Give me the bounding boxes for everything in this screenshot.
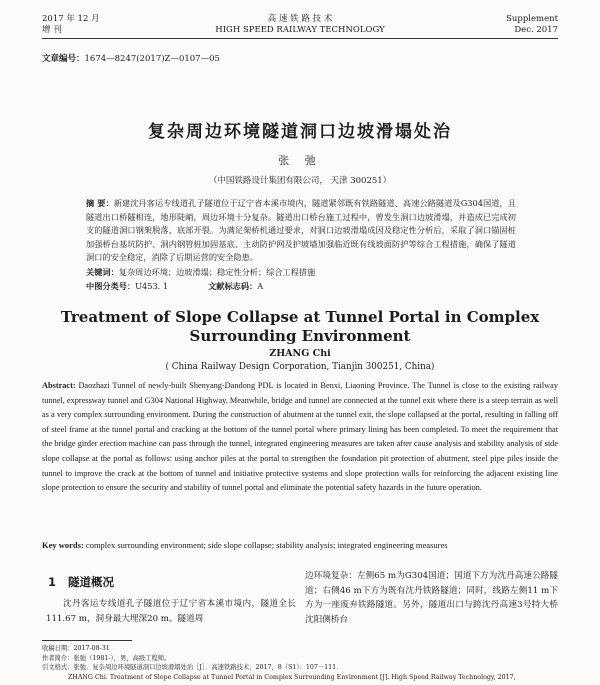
keywords-zh (86, 267, 516, 278)
keywords-en-label: Key words: (42, 540, 84, 550)
keywords-en-text: complex surrounding environment; side slope collapse; stability analysis; integrated engineering measures (83, 540, 448, 550)
footnote-divider (42, 640, 132, 641)
abstract-en (42, 379, 558, 496)
body-text-left-column: 沈丹客运专线道孔子隧道位于辽宁省本溪市境内，隧道全长111.67 m，洞身最大埋深20 m。隧道周 (46, 599, 296, 624)
author-en: ZHANG Chi (269, 348, 331, 359)
keywords-zh-label: 关键词： (86, 267, 119, 277)
abstract-en-text: Daozhazi Tunnel of newly-built Shenyang-Dandong PDL is located in Benxi, Liaoning Province. The Tunnel is close to the existing railway tunnel, expressway tunnel and G304 National Highway. Meanwhile, bridge and tunnel are connected at the tunnel exit where there is a steep terrain as well as a very complex surrounding environment. During the construction of abutment at the tunnel exit, the slope collapsed at the portal, resulting in falling off of steel frame at the tunnel portal and cracking at the bottom of the tunnel portal where primary lining has been completed. To meet the requirement that the bridge girder erection machine can pass through the tunnel, integrated engineering measures are taken after cause analysis and stability analysis of side slope collapse at the portal as follows: using anchor piles at the portal to strengthen the foundation pit protection of abutment, steel pipe piles inside the tunnel to improve the crack at the bottom of tunnel and initiative protective systems and slope protection walls for reinforcing the adjacent existing line slope protection to ensure the security and stability of tunnel portal and eliminate the potential safety hazards in the future operation. (42, 381, 558, 493)
keywords-en (42, 540, 558, 550)
abstract-zh (86, 197, 516, 265)
clc-value: U453. 1 (135, 281, 169, 291)
affiliation-zh: （中国铁路设计集团有限公司， 天津 300251） (208, 176, 392, 186)
clc-label: 中图分类号： (86, 281, 136, 291)
classification-row (86, 281, 516, 292)
title-zh: 复杂周边环境隧道洞口边坡滑塌处治 (148, 122, 452, 142)
article-number (42, 52, 220, 64)
header-divider (42, 38, 558, 39)
affiliation-en: ( China Railway Design Corporation, Tianjin 300251, China) (165, 362, 435, 372)
abstract-zh-text: 新建沈丹客运专线道孔子隧道位于辽宁省本溪市境内，隧道紧邻既有铁路隧道、高速公路隧道及G304国道，且隧道出口桥隧相连，地形陡峭，周边环境十分复杂。隧道出口桥台施工过程中，曾发生洞口边坡滑塌，并造成已完成初支的隧道洞口钢架脱落，底部开裂。为满足架桥机通过要求，对洞口边坡滑塌成因及稳定性分析后，采取了洞口锚固桩加强桥台基坑防护、洞内钢管桩加固基底、主动防护网及护坡墙加强临近既有线坡面防护等综合工程措施，确保了隧道洞口的安全稳定，消除了后期运营的安全隐患。 (86, 198, 516, 262)
section-heading (48, 574, 114, 590)
title-en-line1: Treatment of Slope Collapse at Tunnel Portal in Complex (60, 308, 540, 326)
running-header-center (180, 14, 420, 36)
body-text-right-column: 边环境复杂：左侧65 m为G304国道；国道下方为沈丹高速公路隧道；右侧46 m下方为既有沈丹铁路隧道；同时，线路左侧11 m下方为一座废弃铁路隧道。另外，隧道出口与跨沈丹高速3号特大桥沈阳侧桥台 (305, 571, 558, 625)
footnote-author: 作者简介：张弛（1981-），男，高级工程师。 (42, 654, 171, 662)
footnote-received: 收稿日期：2017-08-31 (42, 645, 110, 652)
journal-name-zh: 高 速 铁 路 技 术 (267, 14, 333, 24)
issue-date: 2017 年 12 月 (42, 14, 100, 24)
author-zh: 张 弛 (278, 154, 322, 167)
doc-code-label: 文献标志码： (208, 281, 258, 291)
section-title: 隧道概况 (68, 575, 114, 589)
running-header-left (42, 14, 100, 36)
keywords-zh-text: 复杂周边环境；边坡滑塌；稳定性分析；综合工程措施 (118, 267, 316, 277)
footnote-cite-en: ZHANG Chi. Treatment of Slope Collapse at Tunnel Portal in Complex Surrounding Environment [J]. High Speed Railway Technology, 2017, (68, 674, 516, 682)
supplement-label: Supplement (506, 14, 558, 24)
abstract-zh-label: 摘 要： (86, 198, 114, 208)
abstract-en-label: Abstract: (42, 381, 76, 390)
title-en (0, 308, 600, 346)
journal-name-en: HIGH SPEED RAILWAY TECHNOLOGY (215, 25, 385, 35)
running-header-right (506, 14, 558, 36)
doc-code-value: A (257, 281, 264, 291)
title-en-line2: Surrounding Environment (189, 327, 411, 345)
article-number-value: 1674—8247(2017)Z—0107—05 (84, 54, 220, 64)
footnote-cite-zh: 引文格式：张弛．复杂周边环境隧道洞口边坡滑塌处治［J］．高速铁路技术，2017，8（S1）：107－111． (42, 664, 343, 672)
issue-date-en: Dec. 2017 (514, 25, 558, 35)
issue-type: 增 刊 (42, 25, 62, 35)
footnotes (42, 644, 562, 683)
article-number-label: 文章编号： (42, 54, 85, 64)
section-number: 1 (48, 575, 57, 589)
